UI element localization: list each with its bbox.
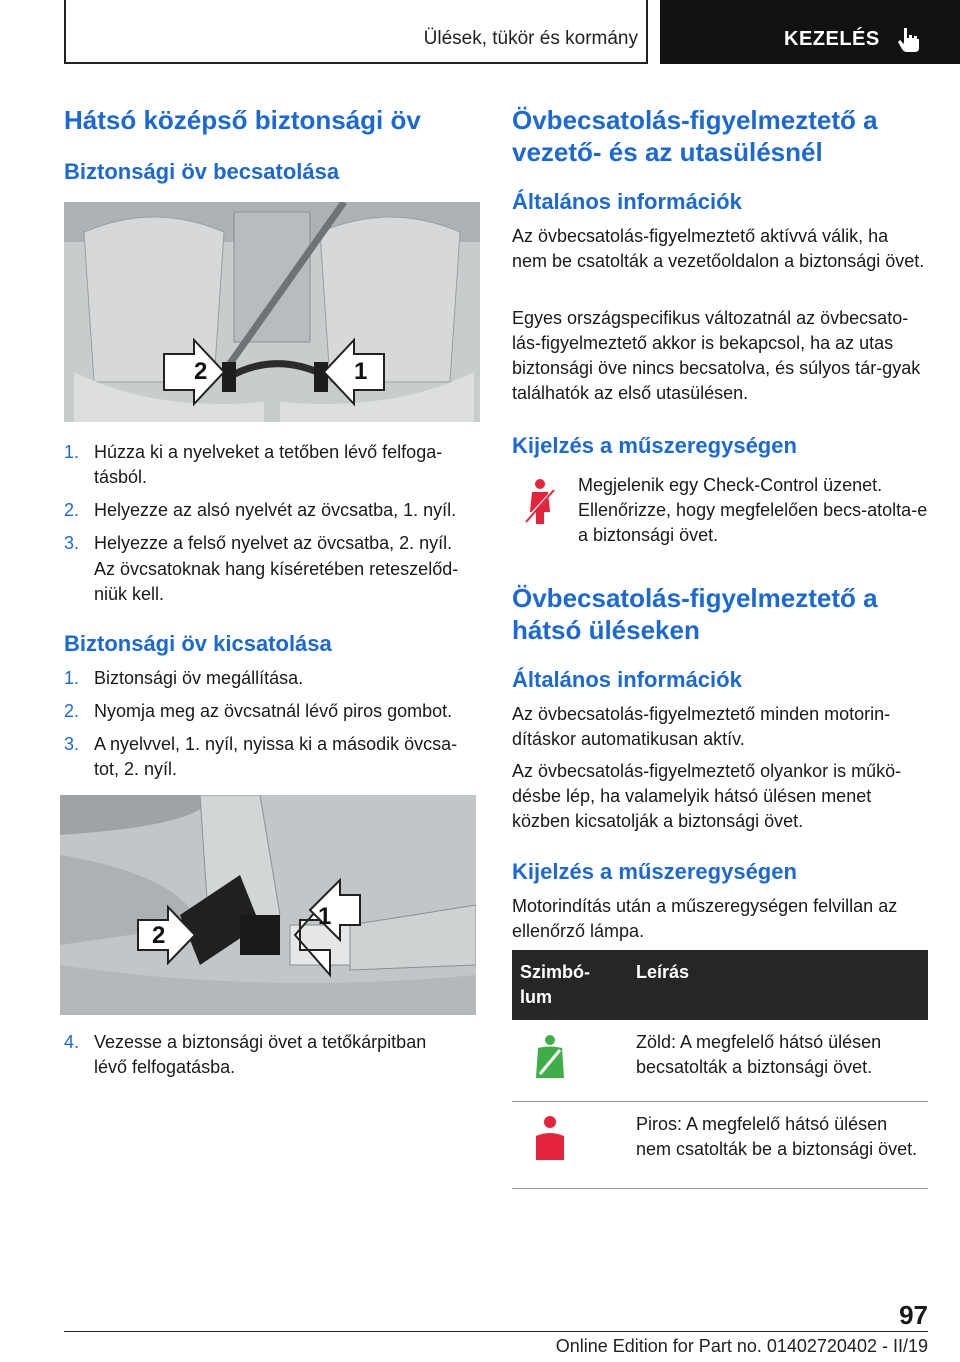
photo1-arrow-label-2: 2 (194, 358, 208, 385)
list-item: 4. Vezesse a biztonsági övet a tetőkárpitban lévő felfogatásba. (64, 1032, 427, 1077)
list-item: 3. Helyezze a felső nyelvet az övcsatba, 2. nyíl. (64, 533, 453, 553)
list-item: 2. Nyomja meg az övcsatnál lévő piros gombot. (64, 701, 453, 721)
list-item: 2. Helyezze az alsó nyelvét az övcsatba, 1. nyíl. (64, 500, 457, 520)
fasten-steps-list (64, 440, 480, 564)
unfasten-belt-heading: Biztonsági öv kicsatolása (64, 631, 332, 656)
final-step-list (64, 1030, 480, 1088)
red-occupant-icon (530, 1116, 570, 1169)
front-general-heading: Általános információk (512, 189, 742, 214)
symbol-table (512, 950, 928, 1189)
rear-general-paragraph-2: Az övbecsatolás-figyelmeztető olyankor is műkö-désbe lép, ha valamelyik hátsó ülésen menet közben kicsatolják a biztonsági övet. (512, 761, 902, 831)
rear-display-heading: Kijelzés a műszeregységen (512, 859, 797, 884)
hand-pointer-icon (896, 26, 922, 59)
photo1-arrow-label-1: 1 (354, 358, 368, 385)
photo2-arrow-label-1: 1 (318, 903, 332, 930)
table-header-description: Leírás (628, 950, 928, 1020)
front-general-paragraph-2: Egyes országspecifikus változatnál az övbecsato-lás-figyelmeztető akkor is bekapcsol, ha az utas biztonsági öve nincs becsatolva, és súlyos tár-gyak találhatók az első utasülésen. (512, 308, 921, 403)
list-item: 3. A nyelvvel, 1. nyíl, nyissa ki a második övcsa- tot, 2. nyíl. (64, 734, 458, 779)
list-item: 1. Biztonsági öv megállítása. (64, 668, 304, 688)
front-reminder-title: Övbecsatolás-figyelmeztető a vezető- és az utasülésnél (512, 105, 878, 167)
rear-general-paragraph-1: Az övbecsatolás-figyelmeztető minden motorin-dításkor automatikusan aktív. (512, 704, 891, 749)
table-row (512, 1020, 928, 1102)
seatbelt-warning-icon (522, 478, 562, 533)
rear-reminder-title: Övbecsatolás-figyelmeztető a hátsó üléseken (512, 583, 878, 645)
photo2-arrow-label-2: 2 (152, 922, 166, 949)
fasten-belt-heading: Biztonsági öv becsatolása (64, 159, 340, 184)
footer-edition-text: Online Edition for Part no. 01402720402 - II/19 (555, 1336, 928, 1356)
rear-general-heading: Általános információk (512, 667, 742, 692)
front-display-heading: Kijelzés a műszeregységen (512, 433, 797, 458)
rear-center-belt-title: Hátsó középső biztonsági öv (64, 105, 421, 135)
green-seatbelt-icon (530, 1034, 570, 1087)
header-chapter-label: KEZELÉS (784, 28, 880, 50)
table-cell-description: Zöld: A megfelelő hátsó ülésen becsatolták a biztonsági övet. (628, 1020, 928, 1102)
photo-belt-buckle (60, 795, 476, 1015)
front-display-text: Megjelenik egy Check-Control üzenet. Ellenőrizze, hogy megfelelően becs-atolta-e a biztonsági övet. (578, 475, 928, 545)
fasten-note: Az övcsatoknak hang kíséretében reteszelőd- niük kell. (94, 559, 459, 604)
photo-rear-seat-belt (64, 202, 480, 422)
footer-divider (64, 1331, 928, 1332)
table-header-symbol: Szimbó- lum (512, 950, 628, 1020)
table-cell-description: Piros: A megfelelő hátsó ülésen nem csatolták be a biztonsági övet. (628, 1102, 928, 1189)
front-general-paragraph-1: Az övbecsatolás-figyelmeztető aktívvá válik, ha nem be csatolták a vezetőoldalon a biztonsági övet. (512, 226, 925, 271)
unfasten-steps-list (64, 666, 480, 790)
page-number: 97 (899, 1300, 928, 1330)
table-row (512, 1102, 928, 1189)
list-item: 1. Húzza ki a nyelveket a tetőben lévő felfoga- tásból. (64, 442, 443, 487)
rear-display-text: Motorindítás után a műszeregységen felvillan az ellenőrző lámpa. (512, 896, 898, 941)
header-section-title: Ülések, tükör és kormány (423, 28, 638, 49)
